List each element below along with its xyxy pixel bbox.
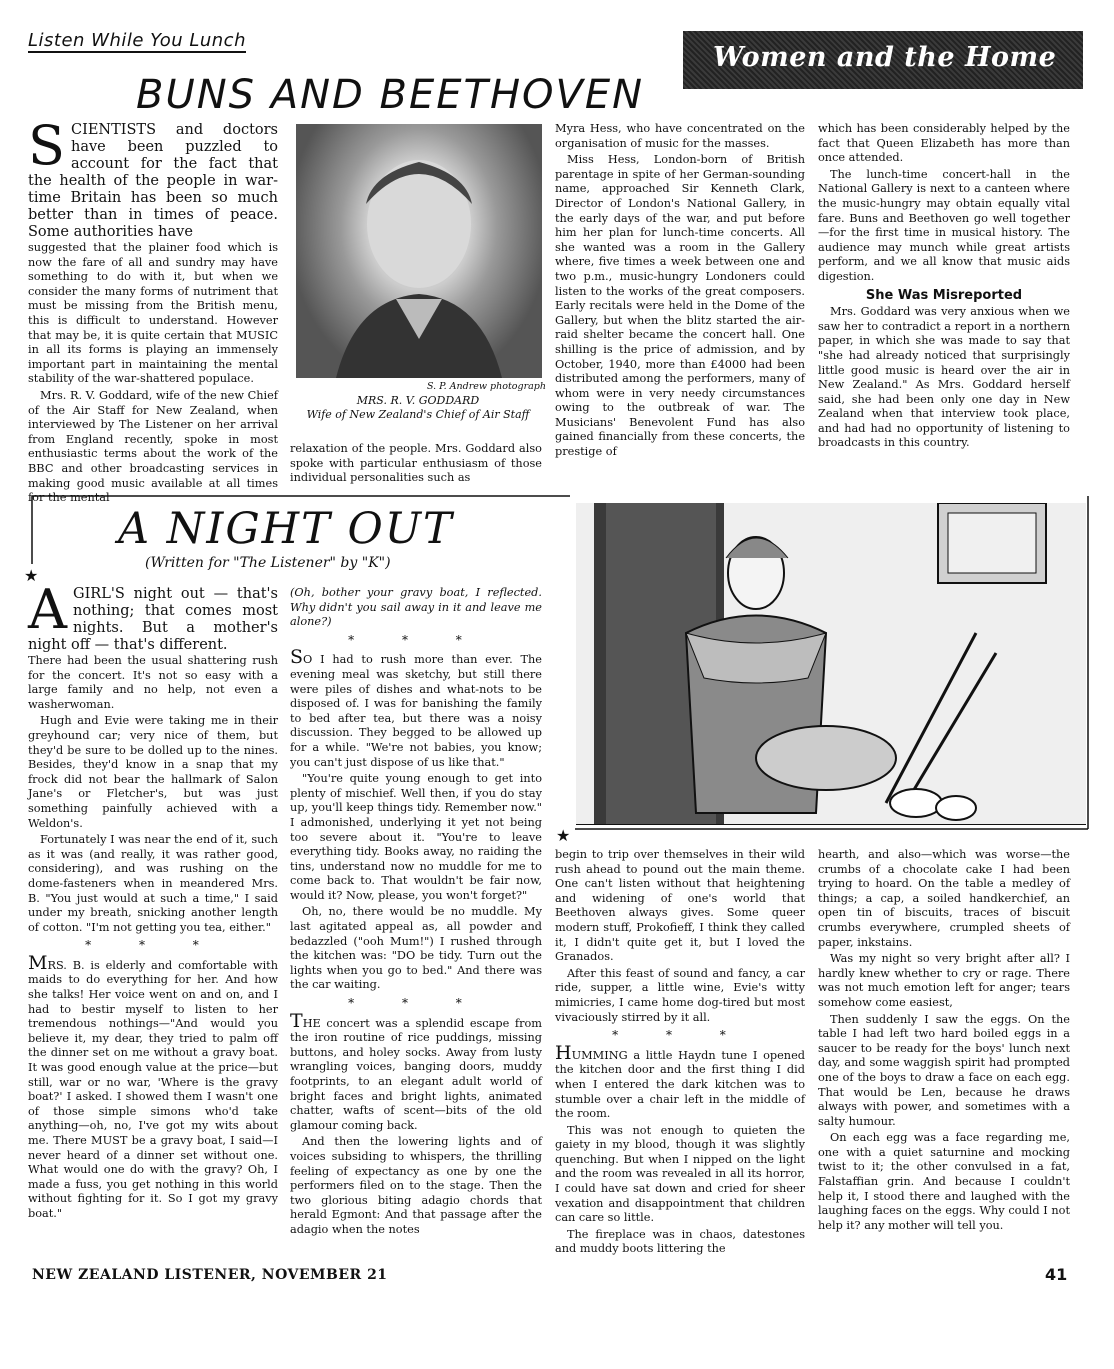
section-banner <box>683 31 1083 89</box>
article1-column-3 <box>555 122 805 462</box>
kitchen-illustration <box>576 503 1086 825</box>
goddard-portrait-photo <box>296 124 542 378</box>
paragraph: The fireplace was in chaos, datestones and muddy boots littering the <box>555 1227 805 1256</box>
article2-column-3 <box>555 848 805 1259</box>
photo-caption-name: MRS. R. V. GODDARD <box>356 394 480 407</box>
article2-column-4 <box>818 848 1070 1235</box>
portrait-silhouette <box>296 124 542 378</box>
article1-drop-cap: S <box>28 114 65 177</box>
section-banner-label: Women and the Home <box>713 42 1057 73</box>
article2-byline: (Written for "The Listener" by "K") <box>145 555 391 571</box>
article2-title: A NIGHT OUT <box>118 504 454 554</box>
paragraph-initial: M <box>28 951 48 974</box>
illustration-drawing <box>576 503 1086 825</box>
paragraph: hearth, and also—which was worse—the crumbs of a chocolate cake I had been trying to hoard. On the table a medley of things; a cap, a soiled handkerchief, an open tin of biscuits, traces of biscuit crumbs everywhere, crumpled sheets of paper, inkstains. <box>818 848 1070 949</box>
paragraph: This was not enough to quieten the gaiety in my blood, though it was slightly quenching. But when I nipped on the light and the room was revealed in all its horror, I could have sat down and cried for sheer vexation and disappointment that children can care so little. <box>555 1123 805 1225</box>
section-kicker: Listen While You Lunch <box>28 30 246 51</box>
paragraph: Oh, no, there would be no muddle. My last agitated appeal as, all powder and bedazzled ("ooh Mum!") I rushed through the kitchen was: "DO be tidy. Turn out the lights when you go to bed." And there was the car waiting. <box>290 905 542 992</box>
publication-footer: NEW ZEALAND LISTENER, NOVEMBER 21 <box>32 1267 388 1283</box>
article1-lead: SCIENTISTS and doctors have been puzzled to account for the fact that the health of the people in war-time Britain has been so much better than in times of peace. Some authorities have <box>28 114 278 240</box>
headline: BUNS AND BEETHOVEN <box>136 72 645 118</box>
paragraph: relaxation of the people. Mrs. Goddard also spoke with particular enthusiasm of those individual personalities such as <box>290 442 542 485</box>
paragraph: On each egg was a face regarding me, one with a quiet saturnine and mocking twist to it; the other convulsed in a fat, Falstaffian grin. And because I couldn't help it, I stood there and laughed with the laughing faces on the eggs. Why could I not help it? any mother will tell you. <box>818 1131 1070 1232</box>
paragraph: Was my night so very bright after all? I hardly knew whether to cry or rage. There was not much emotion left for anger; tears somehow come easiest, <box>818 952 1070 1009</box>
paragraph: (Oh, bother your gravy boat, I reflected. Why didn't you sail away in it and leave me alone?) <box>290 586 542 629</box>
star-icon: ★ <box>556 826 571 845</box>
paragraph-initial: S <box>290 646 304 669</box>
paragraph: Mrs. R. V. Goddard, wife of the new Chief of the Air Staff for New Zealand, when interviewed by The Listener on her arrival from England recently, spoke in most enthusiastic terms about the work of the BBC and other broadcasting services in making good music available at all times for the mental <box>28 388 278 505</box>
photo-credit: S. P. Andrew photograph <box>426 381 546 392</box>
paragraph: Hugh and Evie were taking me in their greyhound car; very nice of them, but they'd be sure to be dolled up to the nines. Besides, they'd know in a snap that my frock did not bear the hallmark of Salon Jane's or Fletcher's, but was just something painfully achieved with a Weldon's. <box>28 714 278 830</box>
section-break: * * * <box>85 938 221 953</box>
paragraph: which has been considerably helped by the fact that Queen Elizabeth has more than once attended. <box>818 122 1070 165</box>
paragraph: Then suddenly I saw the eggs. On the table I had left two hard boiled eggs in a saucer to be ready for the boys' lunch next day, and some waggish spirit had prompted one of the boys to draw a face on each egg. That would be Len, because he draws always with power, and sometimes with a salty humour. <box>818 1012 1070 1128</box>
paragraph-initial: T <box>290 1009 303 1032</box>
page-number: 41 <box>1045 1265 1068 1284</box>
section-break: * * * <box>612 1028 748 1043</box>
paragraph: THE concert was a splendid escape from the iron routine of rice puddings, missing buttons, and holey socks. Away from lusty wrangling voices, banging doors, muddy footprints, to an elegant adult world of bright faces and bright lights, animated chatter, wafts of scent—bits of the old glamour coming back. <box>290 1009 542 1132</box>
article1-column-2 <box>290 442 542 488</box>
photo-caption-role: Wife of New Zealand's Chief of Air Staff <box>306 408 530 421</box>
section-break: * * * <box>348 632 484 647</box>
paragraph: There had been the usual shattering rush for the concert. It's not so easy with a large family and no help, not even a washerwoman. <box>28 654 278 711</box>
article1-column-4 <box>818 122 1070 453</box>
article2-column-2 <box>290 586 542 1240</box>
paragraph: begin to trip over themselves in their wild rush ahead to pound out the main theme. One can't listen without that heightening and widening of one's world that Beethoven always gives. Some queer modern stuff, Prokofieff, I think they called it, I didn't quite get it, but I loved the Granados. <box>555 848 805 964</box>
subheading: She Was Misreported <box>865 287 1023 303</box>
article2-drop-cap: A <box>28 578 67 641</box>
photo-caption <box>290 380 546 422</box>
article2-column-1 <box>28 578 278 1224</box>
paragraph: After this feast of sound and fancy, a car ride, supper, a little wine, Evie's witty mimicries, I came home dog-tired but most vivaciously stirred by it all. <box>555 966 805 1024</box>
paragraph: Mrs. Goddard was very anxious when we saw her to contradict a report in a northern paper, in which she was made to say that "she had already noticed that surprisingly little good music is heard over the air in New Zealand." As Mrs. Goddard herself said, she had been only one day in New Zealand when that interview took place, and had had no opportunity of listening to broadcasts in this country. <box>818 305 1070 450</box>
paragraph: suggested that the plainer food which is now the fare of all and sundry may have something to do with it, but when we consider the many forms of nutriment that must be missing from the British menu, this is difficult to understand. However that may be, it is quite certain that MUSIC in all its forms is playing an immensely important part in maintaining the mental stability of the war-shattered populace. <box>28 241 278 386</box>
article1-column-1 <box>28 114 278 508</box>
article2-lead: AGIRL'S night out — that's nothing; that comes most nights. But a mother's night off — that's different. <box>28 578 278 653</box>
paragraph: "You're quite young enough to get into plenty of mischief. Well then, if you do stay up, you'll keep things tidy. Remember now." I admonished, underlying it yet not being too severe about it. "You're to leave everything tidy. Books away, no raiding the tins, understand now no muddle for me to come back to. That wouldn't be fair now, would it? Now, please, you won't forget?" <box>290 772 542 902</box>
paragraph: HUMMING a little Haydn tune I opened the kitchen door and the first thing I did when I entered the dark kitchen was to stumble over a chair left in the middle of the room. <box>555 1041 805 1121</box>
paragraph: And then the lowering lights and of voices subsiding to whispers, the thrilling feeling of expectancy as one by one the performers filed on to the stage. Then the two glorious biting adagio chords that herald Egmont: And that passage after the adagio when the notes <box>290 1135 542 1236</box>
paragraph: SO I had to rush more than ever. The evening meal was sketchy, but still there were piles of dishes and what-nots to be disposed of. I was for banishing the family to bed after tea, but there was a noisy discussion. They begged to be allowed up for a while. "We're not babies, you know; you can't just dispose of us like that." <box>290 646 542 769</box>
paragraph: MRS. B. is elderly and comfortable with maids to do everything for her. And how she talks! Her voice went on and on, and I had to bestir myself to listen to her tremendous nothings—"And would you believe it, my dear, they tried to palm off the dinner set on me without a gravy boat. It was good enough value at the price—but still, war or no war, 'Where is the gravy boat?' I asked. I showed them I wasn't one of those simple simons who'd take anything—oh, no, I've got my wits about me. There MUST be a gravy boat, I said—I never heard of a dinner set without one. What would one do with the gravy? Oh, I made a fuss, you get nothing in this world without fighting for it. So I got my gravy boat." <box>28 951 278 1220</box>
paragraph-initial: H <box>555 1041 572 1064</box>
paragraph: Fortunately I was near the end of it, such as it was (and really, it was rather good, considering), and was rushing on the dome-fasteners when in meandered Mrs. B. "You just would at such a time," I said under my breath, snicking another length of cotton. "I'm not getting you tea, either." <box>28 833 278 934</box>
paragraph: The lunch-time concert-hall in the National Gallery is next to a canteen where the music-hungry may obtain equally vital fare. Buns and Beethoven go well together—for the first time in musical history. The audience may munch while great artists perform, and we all know that music aids digestion. <box>818 167 1070 283</box>
star-icon: ★ <box>24 566 39 585</box>
paragraph: Miss Hess, London-born of British parentage in spite of her German-sounding name, approached Sir Kenneth Clark, Director of London's National Gallery, in the early days of the war, and put before him her plan for lunch-time concerts. All she wanted was a room in the Gallery where, five times a week between one and two p.m., music-hungry Londoners could listen to the works of the great composers. Early recitals were held in the Dome of the Gallery, but when the blitz started the air-raid shelter became the concert hall. One shilling is the price of admission, and by October, 1940, more than £4000 had been distributed among the performers, many of whom were in very needy circumstances owing to the outbreak of war. The Musicians' Benevolent Fund has also gained financially from these concerts, the prestige of <box>555 153 805 459</box>
section-break: * * * <box>348 996 484 1011</box>
paragraph: Myra Hess, who have concentrated on the organisation of music for the masses. <box>555 122 805 150</box>
